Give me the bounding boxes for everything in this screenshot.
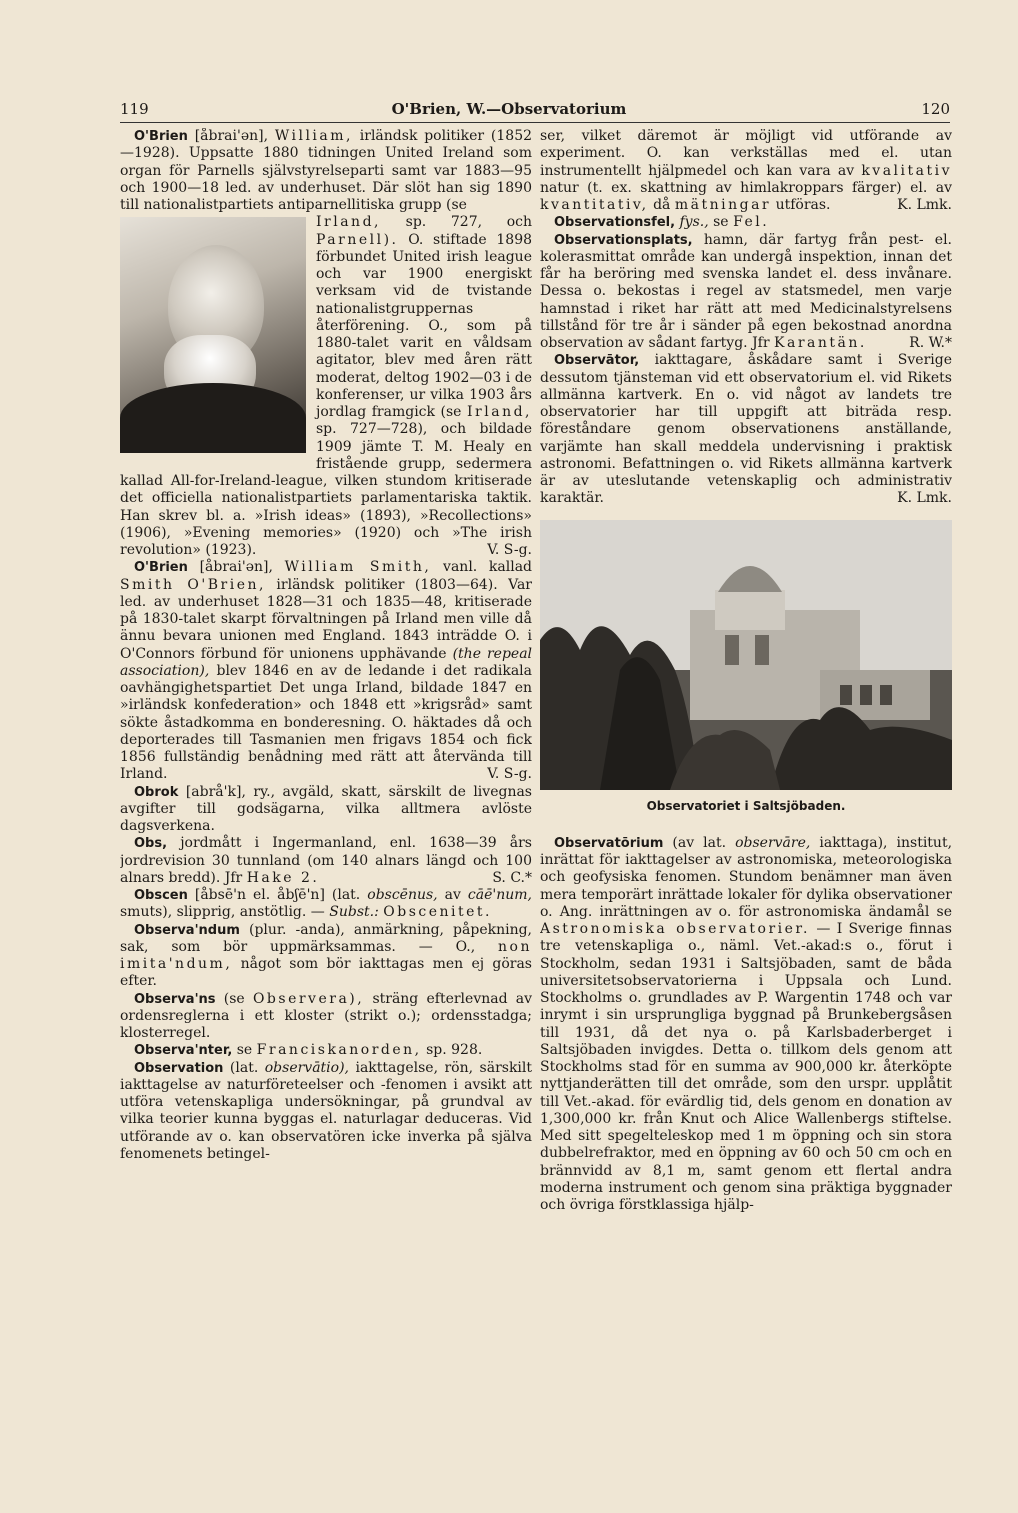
person-name: Smith O'Brien, <box>120 576 266 593</box>
entry-text: av <box>444 887 461 903</box>
headword: Observationsfel, <box>554 215 676 231</box>
entry-observationsfel <box>540 214 952 231</box>
entry-text: iakttaga), institut, inrättat för iakttagelser av astronomiska, meteorologiska och geofysiska fenomen. Stundom benämner man även mera temporärt inrättade lokaler för dylika observationer o. Ang. inrättningen av o. för astronomiska ändamål se <box>540 834 952 920</box>
portrait-photo <box>120 217 306 453</box>
column-right <box>540 128 952 1418</box>
entry-text: se <box>713 214 729 231</box>
cross-reference: Observera), <box>252 990 365 1007</box>
observatory-illustration <box>540 520 952 790</box>
spaced-term: kvalitativ <box>861 162 952 179</box>
entry-text: (av lat. <box>672 834 727 851</box>
entry-observation-cont <box>540 128 952 214</box>
entry-observanter <box>120 1042 532 1059</box>
entry-text: sp. 928. <box>426 1042 483 1059</box>
headword: Observatōrium <box>554 835 664 851</box>
cross-reference: Parnell). <box>316 231 399 248</box>
cross-reference: Irland, <box>316 214 381 231</box>
header-rule <box>120 122 950 123</box>
entry-text: iakttagare, åskådare samt i Sverige dessutom tjänsteman vid ett observatorium el. vid Rikets allmänna kartverk. En o. vid något av landets tre observatorier har till uppgift att biträda resp. föreståndare genom observationens anställande, varjämte han skall meddela undervisning i praktisk astronomi. Befattningen o. vid Rikets allmänna kartverk är av uteslutande vetenskaplig och administrativ karaktär. <box>540 352 952 507</box>
headword: Observa'ns <box>134 991 216 1007</box>
entry-obrok <box>120 784 532 836</box>
entry-observationsplats <box>540 232 952 353</box>
headword: Obscen <box>134 888 188 903</box>
entry-text: blev 1846 en av de ledande i det radikala oavhängighetspartiet Det unga Irland, bildade 1847 en »irländsk konfederation» och 1848 ett »krigsråd» samt sökte åstadkomma en bonderesning. O. häktades då och deporterades till Tasmanien men frigavs 1854 och fick 1856 fullständig benådning med rätt att återvända till Irland. <box>120 662 532 783</box>
author-signature: S. C.* <box>492 869 532 886</box>
entry-text: ser, vilket däremot är möjligt vid utförande av experiment. O. kan verkställas med el. utan instrumentellt hjälpmedel och kan vara av <box>540 128 952 179</box>
italic-term: Subst.: <box>329 904 379 921</box>
entry-text: O. stiftade 1898 förbundet United irish league och var 1900 energiskt verksam vid de tvistande nationalistgruppernas återförening. O., som på 1880-talet varit en våldsam agitator, blev med åren rätt moderat, deltog 1902—03 i de konferenser, ur vilka 1903 års jordlag framgick (se <box>316 231 532 420</box>
person-name: William Smith, <box>284 559 432 576</box>
entry-observatorium <box>540 835 952 1215</box>
author-signature: K. Lmk. <box>897 490 952 507</box>
cross-reference: Obscenitet. <box>383 904 492 921</box>
entry-text: sp. 727—728), och bildade 1909 jämte T. M. Healy en fristående grupp, sedermera kallad All-for-Ireland-league, vilken stundom kritiserade det officiella nationalistpartiets parlamentariska taktik. Han skrev bl. a. »Irish ideas» (1893), »Recollections» (1906), »Evening memories» (1920) och »The irish revolution» (1923). <box>120 421 532 558</box>
running-header <box>0 100 1018 122</box>
entry-text: då <box>653 197 671 213</box>
entry-text: natur (t. ex. skattning av himlakroppars färger) el. av <box>540 179 952 196</box>
cross-reference: Irland, <box>467 404 532 420</box>
person-name: William, <box>274 128 353 144</box>
entry-text: vanl. kallad <box>443 559 532 576</box>
entry-text: irländsk politiker (1803—64). Var led. av underhuset 1828—31 och 1835—48, kritiserade på 1830-talet skarpt förvaltningen på Irland men ville då ännu bevara unionen med England. 1843 inträdde O. i O'Connors förbund för unionens upphävande <box>120 576 532 662</box>
author-signature: K. Lmk. <box>897 197 952 213</box>
headword: Observātor, <box>554 353 640 369</box>
entry-text: utföras. <box>775 197 831 213</box>
spaced-term: kvantitativ, <box>540 197 649 213</box>
entry-text: se <box>236 1042 253 1059</box>
entry-text: [åbsē'n el. åbʃē'n] (lat. <box>194 887 361 903</box>
headword: Observationsplats, <box>554 232 693 248</box>
entry-text: (se <box>223 990 245 1007</box>
entry-text: smuts), slipprig, anstötlig. — <box>120 904 325 921</box>
entry-observandum <box>120 922 532 991</box>
page-number-right: 120 <box>921 100 950 118</box>
italic-term: observāre, <box>735 834 811 851</box>
entry-text: (plur. -anda), anmärkning, påpekning, sak, som bör uppmärksammas. — O., <box>120 921 532 955</box>
entry-text: iakttagelse, rön, särskilt iakttagelse av naturföreteelser och -fenomen i avsikt att utföra vetenskapliga undersökningar, på grundval av vilka teorier kunna byggas el. naturlagar deduceras. Vid utförande av o. kan observatören icke inverka på själva fenomenets betingel- <box>120 1059 532 1162</box>
headword: O'Brien <box>134 560 188 576</box>
latin-phrase: non imita'ndum, <box>120 938 532 972</box>
italic-term: obscēnus, <box>367 887 438 903</box>
entry-text: jordmått i Ingermanland, enl. 1638—39 års jordrevision 30 tunnland (om 140 alnars längd och 100 alnars bredd). Jfr <box>120 835 532 886</box>
cross-reference: Hake 2. <box>246 869 320 886</box>
column-left <box>120 128 532 1418</box>
observatory-photo <box>540 520 952 790</box>
entry-obrien-william <box>120 128 532 214</box>
entry-obscen <box>120 887 532 922</box>
entry-text: något som bör iakttagas men ej göras efter. <box>120 956 532 990</box>
entry-text: [abrå'k], ry., avgäld, skatt, särskilt de livegnas avgifter till godsägarna, vilka alltmera avlöste dagsverkena. <box>120 783 532 834</box>
entry-text: (lat. <box>229 1059 259 1076</box>
author-signature: R. W.* <box>909 335 952 351</box>
headword: Observation <box>134 1060 224 1076</box>
entry-observans <box>120 991 532 1043</box>
entry-text: irländsk politiker (1852—1928). Uppsatte 1880 tidningen United Ireland som organ för Parnells självstyrelseparti samt var 1883—95 och 1900—18 led. av underhuset. Där slöt han sig 1890 till nationalistpartiets antiparnellitiska grupp (se <box>120 128 532 213</box>
headword: Observa'nter, <box>134 1043 233 1059</box>
entry-observation <box>120 1060 532 1164</box>
entry-text: sträng efterlevnad av ordensreglerna i ett kloster (strikt o.); ordensstadga; klosterregel. <box>120 990 532 1041</box>
cross-reference: Franciskanorden, <box>256 1042 422 1059</box>
italic-term: cāē'num, <box>467 887 532 903</box>
photo-caption: Observatoriet i Saltsjöbaden. <box>646 798 846 813</box>
italic-term: fys., <box>679 214 709 231</box>
pronunciation: [åbrai'ən], <box>194 128 269 144</box>
portrait-coat <box>120 383 306 453</box>
entry-observator <box>540 352 952 507</box>
running-title: O'Brien, W.—Observatorium <box>391 100 627 118</box>
entry-text: hamn, där fartyg från pest- el. kolerasmittat område kan undergå inspektion, innan det får ha beröring med svenska landet el. dess invånare. Dessa o. bekostas i regel av statsmedel, men varje hamnstad i riket har rätt att med Medicinalstyrelsens tillstånd för tre år i sänder på egen bekostnad anordna observation av sådant fartyg. Jfr <box>540 231 952 351</box>
cross-reference: Astronomiska observatorier. <box>540 921 811 937</box>
cross-reference: Fel. <box>733 214 770 231</box>
headword: Obs, <box>134 836 168 852</box>
headword: Obrok <box>134 784 179 800</box>
pronunciation: [åbrai'ən], <box>199 559 273 576</box>
page-number-left: 119 <box>120 100 149 118</box>
author-signature: V. S-g. <box>487 542 532 558</box>
spaced-term: mätningar <box>674 197 772 213</box>
entry-text: sp. 727, och <box>405 214 532 231</box>
entry-obs <box>120 835 532 887</box>
entry-text: — I Sverige finnas tre vetenskapliga o., näml. Vet.-akad:s o., förut i Stockholm, sedan 1931 i Saltsjöbaden, samt de båda universitetsobservatorierna i Uppsala och Lund. Stockholms o. grundlades av P. Wargentin 1748 och var inrymt i sin ursprungliga byggnad på Brunkebergsåsen till 1931, då det nya o. på Karlsbaderberget i Saltsjöbaden invigdes. Detta o. tillkom dels genom att Stockholms stad för en summa av 900,000 kr. återköpte nyttjanderätten till det område, som den urspr. upplåtit till Vet.-akad. för evärdlig tid, dels genom en donation av 1,300,000 kr. från Knut och Alice Wallenbergs stiftelse. Med sitt spegelteleskop med 1 m öppning och sin stora dubbelrefraktor, med en öppning av 60 och 50 cm och en brännvidd av 8,1 m, samt genom ett flertal andra moderna instrument och genom sina präktiga byggnader och övriga förstklassiga hjälp- <box>540 921 952 1213</box>
author-signature: V. S-g. <box>487 766 532 783</box>
italic-term: observātio), <box>264 1059 350 1076</box>
headword: Observa'ndum <box>134 922 240 938</box>
cross-reference: Karantän. <box>774 335 867 351</box>
headword: O'Brien <box>134 129 188 144</box>
italic-term: (the repeal association), <box>120 645 532 679</box>
entry-obrien-smith <box>120 559 532 783</box>
